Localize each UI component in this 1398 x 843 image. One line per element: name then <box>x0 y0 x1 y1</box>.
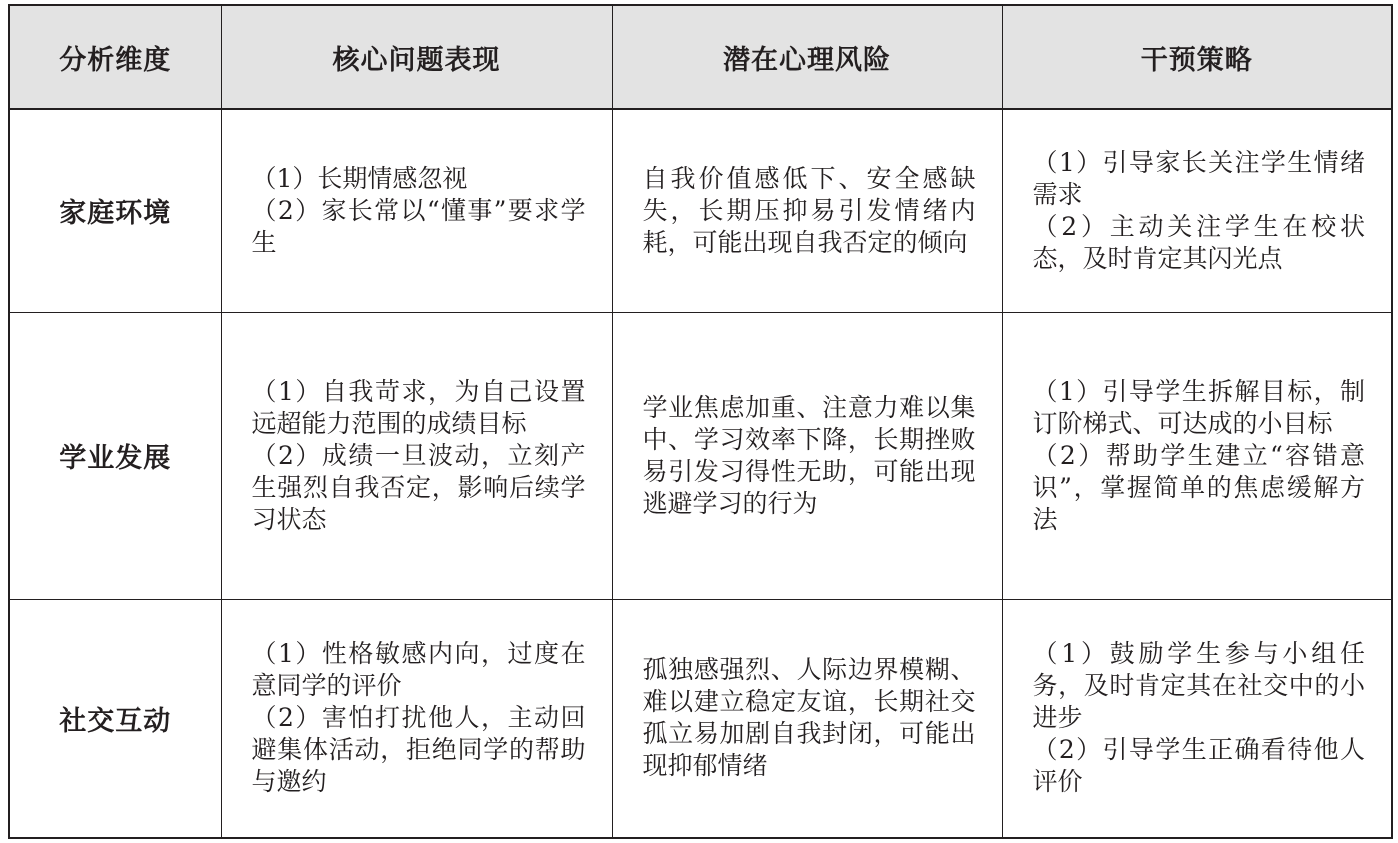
strategies-cell <box>1002 312 1392 599</box>
header-strategies: 干预策略 <box>1002 5 1392 109</box>
risks-cell <box>612 599 1002 838</box>
strategy-item: （2）引导学生正确看待他人评价 <box>1032 735 1365 797</box>
table-body <box>9 109 1392 838</box>
header-risks: 潜在心理风险 <box>612 5 1002 109</box>
risk-text: 孤独感强烈、人际边界模糊、难以建立稳定友谊，长期社交孤立易加剧自我封闭，可能出现抑郁情绪 <box>642 655 976 781</box>
dimension-cell: 社交互动 <box>9 599 221 838</box>
header-problems: 核心问题表现 <box>221 5 612 109</box>
header-row <box>9 5 1392 109</box>
header-dimension: 分析维度 <box>9 5 221 109</box>
strategy-item: （2）帮助学生建立“容错意识”，掌握简单的焦虑缓解方法 <box>1032 440 1365 534</box>
analysis-table <box>8 4 1393 839</box>
risks-cell <box>612 109 1002 312</box>
problem-item: （1）长期情感忽视 <box>251 163 468 193</box>
risk-text: 学业焦虑加重、注意力难以集中、学习效率下降，长期挫败易引发习得性无助，可能出现逃避学习的行为 <box>642 392 976 518</box>
problem-item: （1）自我苛求，为自己设置远超能力范围的成绩目标 <box>251 376 586 438</box>
analysis-table-container <box>8 4 1391 837</box>
table-header <box>9 5 1392 109</box>
strategy-item: （1）鼓励学生参与小组任务，及时肯定其在社交中的小进步 <box>1032 639 1365 733</box>
risk-text: 自我价值感低下、安全感缺失，长期压抑易引发情绪内耗，可能出现自我否定的倾向 <box>642 163 976 257</box>
problem-item: （2）家长常以“懂事”要求学生 <box>251 195 586 257</box>
dimension-cell: 家庭环境 <box>9 109 221 312</box>
problem-item: （2）成绩一旦波动，立刻产生强烈自我否定，影响后续学习状态 <box>251 440 586 534</box>
table-row <box>9 599 1392 838</box>
risks-cell <box>612 312 1002 599</box>
strategies-cell <box>1002 599 1392 838</box>
strategy-item: （1）引导家长关注学生情绪需求 <box>1032 147 1365 209</box>
dimension-cell: 学业发展 <box>9 312 221 599</box>
table-row <box>9 109 1392 312</box>
problems-cell <box>221 312 612 599</box>
strategy-item: （2）主动关注学生在校状态，及时肯定其闪光点 <box>1032 211 1365 273</box>
problems-cell <box>221 109 612 312</box>
problem-item: （2）害怕打扰他人，主动回避集体活动，拒绝同学的帮助与邀约 <box>251 703 586 797</box>
table-row <box>9 312 1392 599</box>
strategies-cell <box>1002 109 1392 312</box>
strategy-item: （1）引导学生拆解目标，制订阶梯式、可达成的小目标 <box>1032 376 1365 438</box>
problem-item: （1）性格敏感内向，过度在意同学的评价 <box>251 639 586 701</box>
problems-cell <box>221 599 612 838</box>
